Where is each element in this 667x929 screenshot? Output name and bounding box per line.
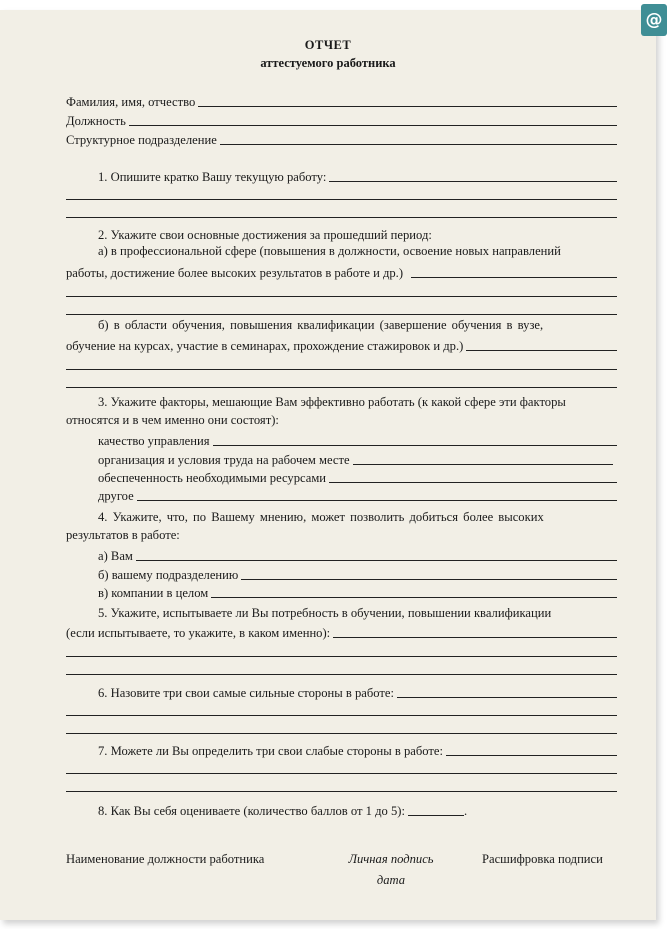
fio-label: Фамилия, имя, отчество (66, 95, 196, 109)
q2-a-answer-line-2[interactable] (66, 296, 617, 297)
q2-b-answer-line-3[interactable] (66, 387, 617, 388)
q2-b-row (66, 335, 617, 353)
q5-line2: (если испытываете, то укажите, в каком именно): (66, 626, 331, 640)
q3-item-field[interactable] (137, 500, 617, 501)
department-row (66, 129, 617, 147)
position-field[interactable] (129, 125, 617, 126)
q2-b-line1: б) в области обучения, повышения квалификации (завершение обучения в вузе, (98, 318, 544, 332)
q2-a-line1: а) в профессиональной сфере (повышения в должности, освоение новых направлений (98, 244, 561, 258)
q6-answer-line-2[interactable] (66, 715, 617, 716)
q6-row (98, 682, 617, 700)
signature-personal-sign-label: Личная подпись (348, 852, 434, 866)
q2-b-line2: обучение на курсах, участие в семинарах, прохождение стажировок и др.) (66, 339, 464, 353)
q8-label: 8. Как Вы себя оцениваете (количество баллов от 1 до 5): (98, 804, 405, 818)
q4-line2: результатов в работе: (66, 528, 180, 542)
q3-item-row (98, 485, 617, 503)
q4-item-row (98, 582, 617, 600)
signature-position-label: Наименование должности работника (66, 852, 265, 866)
q3-item-label: обеспеченность необходимыми ресурсами (98, 471, 327, 485)
q2-a-row (66, 262, 617, 280)
signature-date-label: дата (376, 873, 406, 887)
q8-end: . (463, 804, 468, 818)
q3-item-label: организация и условия труда на рабочем месте (98, 453, 350, 467)
q2-a-line2: работы, достижение более высоких результатов в работе и др.) (66, 266, 404, 280)
q3-item-label: другое (98, 489, 134, 503)
q3-item-row (98, 449, 613, 467)
fio-field[interactable] (198, 106, 617, 107)
q3-item-label: качество управления (98, 434, 210, 448)
position-row (66, 110, 617, 128)
at-sign-icon: @ (645, 9, 663, 30)
q1-row (98, 166, 617, 184)
q8-row (98, 800, 518, 818)
q2-label: 2. Укажите свои основные достижения за прошедший период: (98, 228, 432, 242)
q1-answer-line-3[interactable] (66, 217, 617, 218)
q5-answer-field[interactable] (333, 637, 617, 638)
q5-line1: 5. Укажите, испытываете ли Вы потребность в обучении, повышении квалификации (98, 606, 552, 620)
q4-item-row (98, 545, 617, 563)
q3-item-field[interactable] (213, 445, 618, 446)
department-label: Структурное подразделение (66, 133, 217, 147)
q3-item-field[interactable] (353, 464, 613, 465)
document-subtitle: аттестуемого работника (260, 56, 396, 70)
q4-item-label: б) вашему подразделению (98, 568, 239, 582)
q4-item-field[interactable] (211, 597, 617, 598)
q7-answer-line-2[interactable] (66, 773, 617, 774)
q3-item-row (98, 430, 617, 448)
q1-answer-field[interactable] (329, 181, 617, 182)
q1-answer-line-2[interactable] (66, 199, 617, 200)
q4-item-label: в) компании в целом (98, 586, 209, 600)
q2-a-answer-field[interactable] (411, 277, 617, 278)
q5-answer-line-2[interactable] (66, 656, 617, 657)
q7-answer-field[interactable] (446, 755, 617, 756)
q2-a-answer-line-3[interactable] (66, 314, 617, 315)
fio-row (66, 91, 617, 109)
q2-b-answer-line-2[interactable] (66, 369, 617, 370)
q3-line2: относятся и в чем именно они состоят): (66, 413, 279, 427)
q2-b-answer-field[interactable] (466, 350, 617, 351)
q4-line1: 4. Укажите, что, по Вашему мнению, может позволить добиться более высоких (98, 510, 544, 524)
q7-row (98, 740, 617, 758)
q5-row (66, 622, 617, 640)
q6-label: 6. Назовите три свои самые сильные стороны в работе: (98, 686, 394, 700)
q6-answer-field[interactable] (397, 697, 617, 698)
q3-line1: 3. Укажите факторы, мешающие Вам эффективно работать (к какой сфере эти факторы (98, 395, 566, 409)
q2-heading (98, 224, 617, 242)
q4-item-field[interactable] (241, 579, 617, 580)
q7-answer-line-3[interactable] (66, 791, 617, 792)
q4-item-label: а) Вам (98, 549, 133, 563)
q3-item-row (98, 467, 617, 485)
position-label: Должность (66, 114, 126, 128)
q3-item-field[interactable] (329, 482, 617, 483)
q4-item-row (98, 564, 617, 582)
signature-decoding-label: Расшифровка подписи (482, 852, 603, 866)
q4-item-field[interactable] (136, 560, 617, 561)
q7-label: 7. Можете ли Вы определить три свои слабые стороны в работе: (98, 744, 444, 758)
q5-answer-line-3[interactable] (66, 674, 617, 675)
at-sign-badge (641, 4, 667, 36)
q8-score-field[interactable] (408, 815, 464, 816)
document-title: ОТЧЕТ (304, 38, 352, 52)
q6-answer-line-3[interactable] (66, 733, 617, 734)
department-field[interactable] (220, 144, 617, 145)
q1-label: 1. Опишите кратко Вашу текущую работу: (98, 170, 327, 184)
